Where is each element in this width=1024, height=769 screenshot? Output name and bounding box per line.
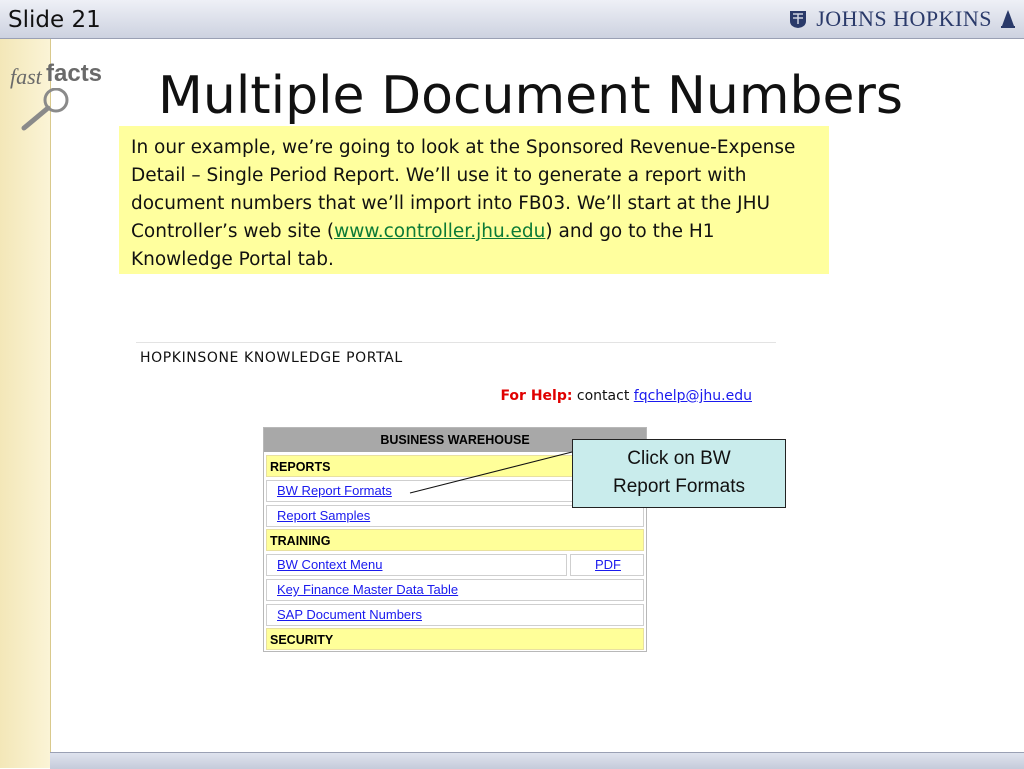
logo-fast-text: fast <box>10 64 42 89</box>
help-label: For Help: <box>500 388 573 404</box>
report-samples-link[interactable]: Report Samples <box>266 505 644 527</box>
shield-icon <box>788 9 808 29</box>
sap-document-numbers-link[interactable]: SAP Document Numbers <box>266 604 644 626</box>
help-contact-text: contact <box>576 388 630 404</box>
slide-header-bar <box>0 0 1024 39</box>
table-row <box>266 505 644 527</box>
fast-facts-logo <box>6 58 114 128</box>
divider <box>136 342 776 343</box>
magnifier-icon <box>18 88 78 133</box>
section-training: TRAINING <box>266 529 644 551</box>
lamp-icon <box>1000 9 1016 29</box>
table-row <box>266 604 644 626</box>
pdf-link[interactable]: PDF <box>570 554 644 576</box>
help-line <box>500 388 752 404</box>
table-row <box>266 554 644 576</box>
table-header: BUSINESS WAREHOUSE <box>264 428 646 453</box>
bw-context-menu-link[interactable]: BW Context Menu <box>266 554 567 576</box>
callout-line-2: Report Formats <box>613 476 745 497</box>
help-email-link[interactable]: fqchelp@jhu.edu <box>633 388 752 404</box>
portal-title: HOPKINSONE KNOWLEDGE PORTAL <box>140 350 403 366</box>
johns-hopkins-logo <box>788 5 1016 33</box>
bw-report-formats-link[interactable]: BW Report Formats <box>266 480 644 502</box>
logo-text: JOHNS HOPKINS <box>816 6 992 31</box>
logo-facts-text: facts <box>46 60 103 87</box>
callout-line-1: Click on BW <box>627 448 731 469</box>
intro-text-box <box>119 126 829 274</box>
section-security: SECURITY <box>266 628 644 650</box>
key-finance-link[interactable]: Key Finance Master Data Table <box>266 579 644 601</box>
table-row <box>266 579 644 601</box>
callout-box <box>572 439 786 508</box>
left-sidebar-band <box>0 39 51 768</box>
controller-site-link[interactable]: www.controller.jhu.edu <box>334 221 546 242</box>
slide-title: Multiple Document Numbers <box>158 66 903 126</box>
footer-band <box>50 752 1024 769</box>
section-reports: REPORTS <box>266 455 644 477</box>
intro-text-start: In our example, we’re going to look at the Sponsored Revenue-Expense Detail – Single Period Report. We’ll use it to generate a report with document numbers that we’ll import into FB03. We’ll start at the JHU Controller’s web site ( <box>131 137 796 242</box>
slide-number: Slide 21 <box>8 7 101 33</box>
intro-text-end: ) and go to the H1 Knowledge Portal tab. <box>131 221 715 270</box>
